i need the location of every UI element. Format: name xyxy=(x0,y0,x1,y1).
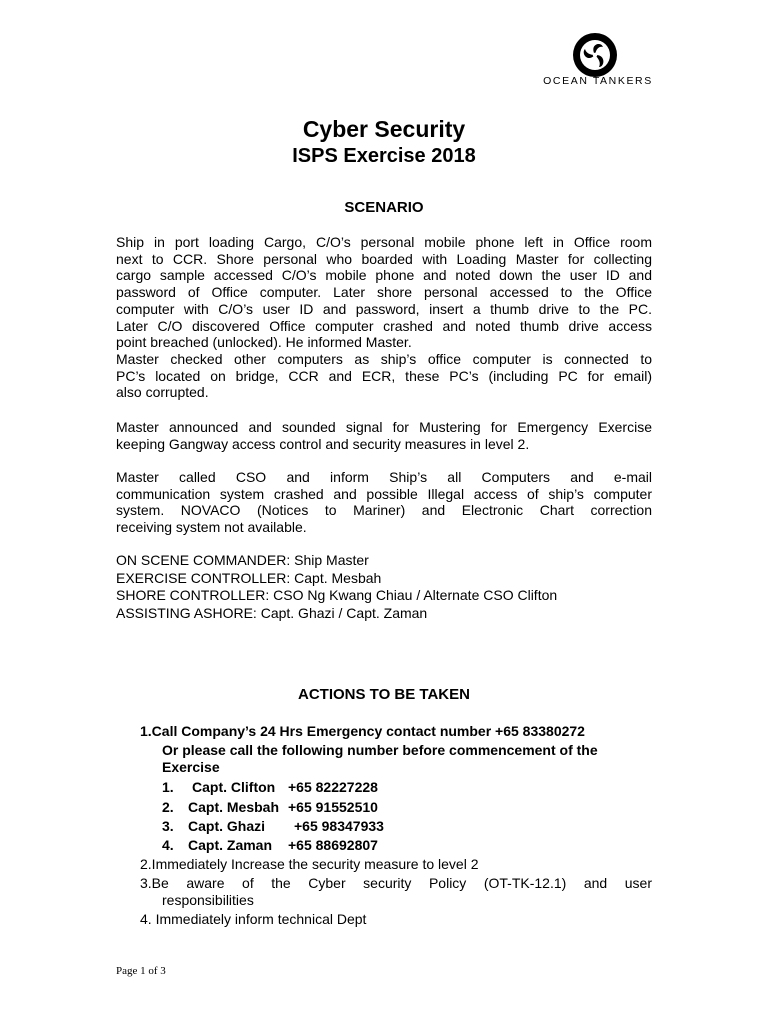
scenario-heading: SCENARIO xyxy=(344,199,424,216)
contact-number: 3. xyxy=(162,818,174,834)
text-line: next to CCR. Shore personal who boarded with Loading Master for collecting xyxy=(116,250,652,267)
action-item-1: 1.Call Company’s 24 Hrs Emergency contact number +65 83380272 xyxy=(140,723,585,739)
action-item-1-note: Or please call the following number before commencement of the xyxy=(162,742,598,758)
contact-number: 4. xyxy=(162,837,174,853)
scenario-paragraph-2 xyxy=(116,351,652,401)
contact-row xyxy=(162,818,384,834)
text-line: password of Office computer. Later shore personal accessed to the Office xyxy=(116,284,652,301)
action-item-2: 2.Immediately Increase the security measure to level 2 xyxy=(140,856,479,872)
document-title: Cyber Security xyxy=(302,116,466,142)
contact-number: 1. xyxy=(162,779,174,795)
role-assisting-ashore: ASSISTING ASHORE: Capt. Ghazi / Capt. Zaman xyxy=(116,604,428,621)
role-exercise-controller: EXERCISE CONTROLLER: Capt. Mesbah xyxy=(116,569,382,586)
text-line: point breached (unlocked). He informed Master. xyxy=(116,334,412,351)
contact-name: Capt. Zaman xyxy=(188,837,273,853)
contact-name: Capt. Clifton xyxy=(192,779,276,795)
contact-phone: +65 98347933 xyxy=(294,818,384,834)
text-line: Later C/O discovered Office computer crashed and noted thumb drive access xyxy=(116,317,652,334)
action-item-4: 4. Immediately inform technical Dept xyxy=(140,911,367,927)
actions-heading: ACTIONS TO BE TAKEN xyxy=(298,686,470,703)
text-line: PC’s located on bridge, CCR and ECR, these PC’s (including PC for email) xyxy=(116,367,652,384)
contact-row xyxy=(162,837,378,853)
text-line: keeping Gangway access control and security measures in level 2. xyxy=(116,435,530,452)
text-line: also corrupted. xyxy=(116,384,209,401)
scenario-paragraph-3 xyxy=(116,419,652,452)
action-item-3-cont: responsibilities xyxy=(162,892,254,908)
action-item-1-note: Exercise xyxy=(162,759,220,775)
text-line: computer with C/O’s user ID and password, insert a thumb drive to the PC. xyxy=(116,300,652,317)
exercise-roles xyxy=(116,552,557,622)
contact-row xyxy=(162,799,378,815)
contact-name: Capt. Mesbah xyxy=(188,799,280,815)
contact-phone: +65 91552510 xyxy=(288,799,378,815)
text-line: Master called CSO and inform Ship’s all Computers and e-mail xyxy=(116,469,652,485)
text-line: cargo sample accessed C/O’s mobile phone and noted down the user ID and xyxy=(116,267,652,284)
text-line: Ship in port loading Cargo, C/O’s personal mobile phone left in Office room xyxy=(116,234,652,250)
role-shore-controller: SHORE CONTROLLER: CSO Ng Kwang Chiau / Alternate CSO Clifton xyxy=(116,587,558,603)
contact-phone: +65 82227228 xyxy=(288,779,378,795)
text-line: Master checked other computers as ship’s office computer is connected to xyxy=(116,351,652,367)
action-item-3: 3.Be aware of the Cyber security Policy (OT-TK-12.1) and user xyxy=(140,875,652,891)
text-line: receiving system not available. xyxy=(116,519,307,536)
text-line: Master announced and sounded signal for Mustering for Emergency Exercise xyxy=(116,419,652,435)
role-on-scene-commander: ON SCENE COMMANDER: Ship Master xyxy=(116,552,369,568)
scenario-paragraph-1 xyxy=(116,234,652,351)
text-line: communication system crashed and possible Illegal access of ship’s computer xyxy=(116,485,652,502)
contact-name: Capt. Ghazi xyxy=(188,818,266,834)
contact-row xyxy=(162,779,378,795)
page-number: Page 1 of 3 xyxy=(116,965,166,977)
scenario-paragraph-4 xyxy=(116,469,652,536)
text-line: system. NOVACO (Notices to Mariner) and Electronic Chart correction xyxy=(116,502,652,519)
contact-phone: +65 88692807 xyxy=(288,837,378,853)
document-subtitle: ISPS Exercise 2018 xyxy=(292,145,476,167)
ocean-tankers-logo-icon xyxy=(572,32,618,78)
contact-number: 2. xyxy=(162,799,174,815)
company-name: OCEAN TANKERS xyxy=(543,75,653,87)
